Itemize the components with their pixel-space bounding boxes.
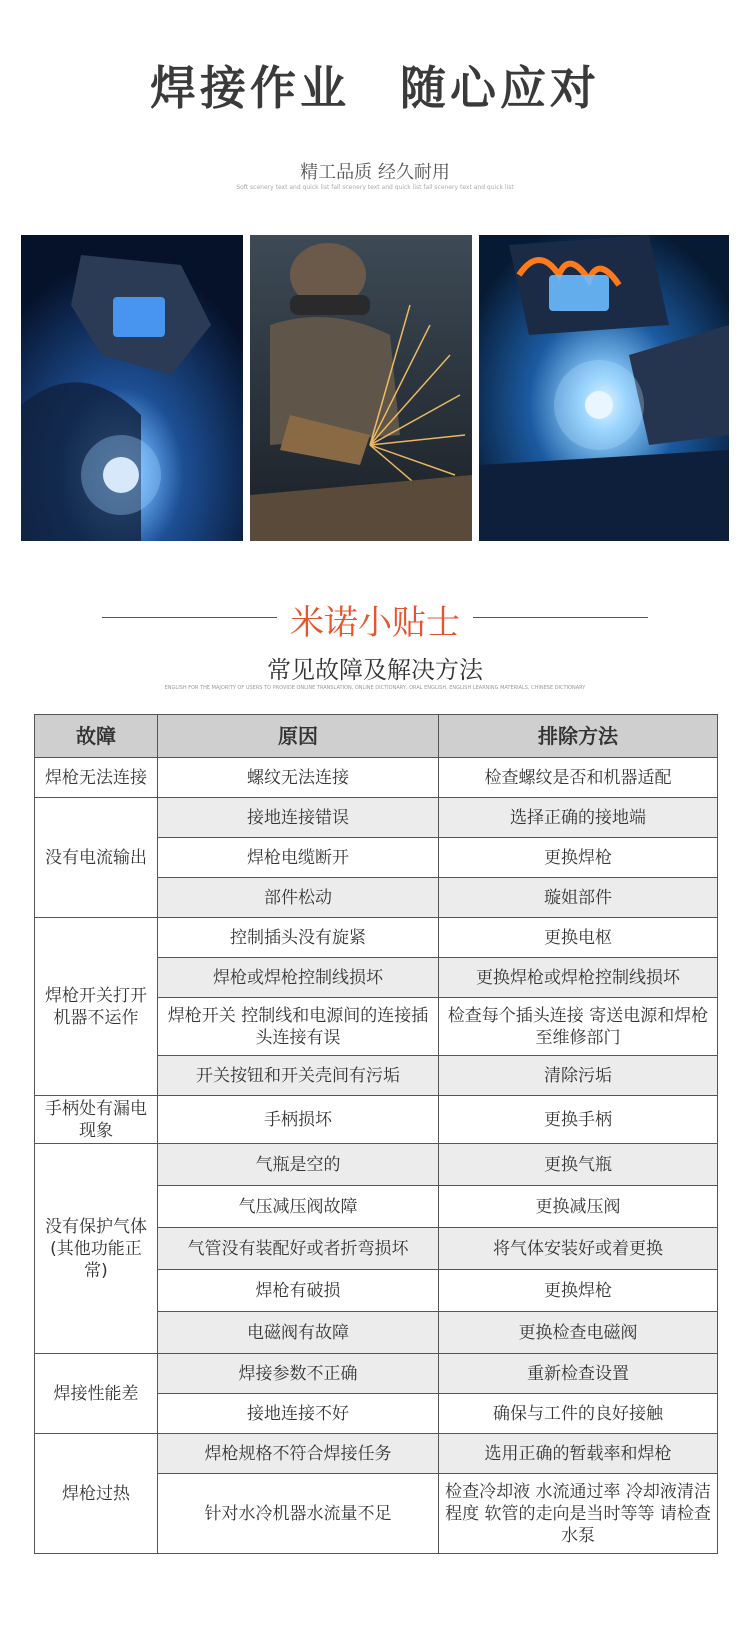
fix-cell: 璇姐部件: [439, 878, 718, 918]
cause-cell: 螺纹无法连接: [158, 758, 439, 798]
fault-cell: 焊接性能差: [35, 1354, 158, 1434]
cause-cell: 接地连接不好: [158, 1394, 439, 1434]
cause-cell: 部件松动: [158, 878, 439, 918]
header-fault: 故障: [35, 715, 158, 758]
cause-cell: 焊枪开关 控制线和电源间的连接插头连接有误: [158, 998, 439, 1056]
fix-cell: 更换气瓶: [439, 1144, 718, 1186]
fault-cell: 手柄处有漏电现象: [35, 1096, 158, 1144]
fix-cell: 选用正确的暂载率和焊枪: [439, 1434, 718, 1474]
fix-cell: 检查螺纹是否和机器适配: [439, 758, 718, 798]
table-row: [35, 1434, 718, 1474]
fix-cell: 清除污垢: [439, 1056, 718, 1096]
cause-cell: 开关按钮和开关壳间有污垢: [158, 1056, 439, 1096]
grinder-sparks-photo: [250, 235, 472, 541]
cause-cell: 接地连接错误: [158, 798, 439, 838]
fix-cell: 更换焊枪: [439, 838, 718, 878]
cause-cell: 焊接参数不正确: [158, 1354, 439, 1394]
table-row: [35, 758, 718, 798]
fix-cell: 重新检查设置: [439, 1354, 718, 1394]
cause-cell: 针对水冷机器水流量不足: [158, 1474, 439, 1554]
fault-cell: 焊枪无法连接: [35, 758, 158, 798]
fix-cell: 更换焊枪或焊枪控制线损坏: [439, 958, 718, 998]
fix-cell: 检查每个插头连接 寄送电源和焊枪至维修部门: [439, 998, 718, 1056]
fault-table: [34, 714, 718, 1554]
hero-tiny-text: Soft scenery text and quick list fall scenery text and quick list fall scenery text and quick list: [236, 184, 514, 191]
hero-title: 焊接作业 随心应对: [150, 61, 600, 115]
header-cause: 原因: [158, 715, 439, 758]
hero-section: [0, 0, 750, 560]
cause-cell: 焊枪或焊枪控制线损坏: [158, 958, 439, 998]
cause-cell: 气瓶是空的: [158, 1144, 439, 1186]
cause-cell: 焊枪电缆断开: [158, 838, 439, 878]
fix-cell: 将气体安装好或着更换: [439, 1228, 718, 1270]
fix-cell: 更换焊枪: [439, 1270, 718, 1312]
fix-cell: 检查冷却液 水流通过率 冷却液清洁程度 软管的走向是当时等等 请检查水泵: [439, 1474, 718, 1554]
fix-cell: 更换检查电磁阀: [439, 1312, 718, 1354]
cause-cell: 电磁阀有故障: [158, 1312, 439, 1354]
fix-cell: 确保与工件的良好接触: [439, 1394, 718, 1434]
cause-cell: 气压减压阀故障: [158, 1186, 439, 1228]
welder-blue-mask-photo: [21, 235, 243, 541]
fault-cell: 没有保护气体(其他功能正常): [35, 1144, 158, 1354]
cause-cell: 焊枪规格不符合焊接任务: [158, 1434, 439, 1474]
fix-cell: 选择正确的接地端: [439, 798, 718, 838]
table-row: [35, 798, 718, 838]
table-row: [35, 1354, 718, 1394]
table-row: [35, 1096, 718, 1144]
tips-tiny-text: ENGLISH FOR THE MAJORITY OF USERS TO PROVIDE ONLINE TRANSLATION, ONLINE DICTIONARY, ORAL ENGLISH, ENGLISH LEARNING MATERIALS, CHINESE DICTIONARY: [164, 685, 586, 691]
fix-cell: 更换电枢: [439, 918, 718, 958]
cause-cell: 焊枪有破损: [158, 1270, 439, 1312]
fault-cell: 焊枪开关打开机器不运作: [35, 918, 158, 1096]
table-header-row: [35, 715, 718, 758]
fault-cell: 焊枪过热: [35, 1434, 158, 1554]
welder-flame-helmet-photo: [479, 235, 729, 541]
fix-cell: 更换减压阀: [439, 1186, 718, 1228]
fix-cell: 更换手柄: [439, 1096, 718, 1144]
photo-strip: [21, 235, 729, 541]
table-row: [35, 918, 718, 958]
cause-cell: 气管没有装配好或者折弯损坏: [158, 1228, 439, 1270]
header-fix: 排除方法: [439, 715, 718, 758]
hero-subtitle: 精工品质 经久耐用: [300, 162, 450, 183]
cause-cell: 控制插头没有旋紧: [158, 918, 439, 958]
fault-cell: 没有电流输出: [35, 798, 158, 918]
table-row: [35, 1144, 718, 1186]
cause-cell: 手柄损坏: [158, 1096, 439, 1144]
tips-title: 米诺小贴士: [290, 603, 460, 643]
tips-subtitle: 常见故障及解决方法: [267, 656, 483, 684]
